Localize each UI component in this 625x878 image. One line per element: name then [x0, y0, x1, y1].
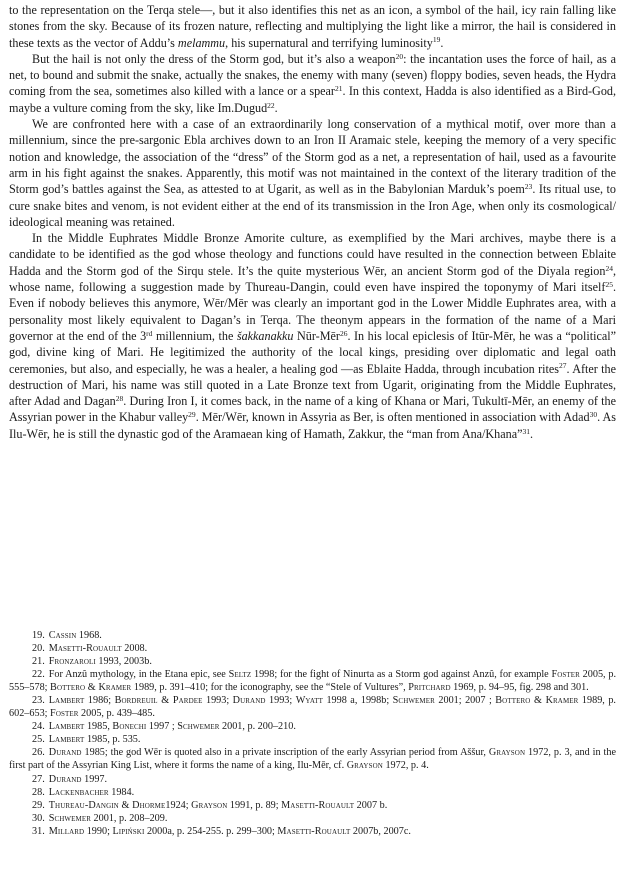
footnote-number: 21. [32, 656, 45, 668]
author-name: Foster [551, 669, 580, 681]
text-run: to the representation on the Terqa stele—, but it also identifies this net as an icon, a symbol of the hail, icy rain falling like stones from the sky. Because of its frozen nature, reflecting and multiplying the light like a mirror, the hail is considered in these texts as the vector of Addu’s [9, 3, 616, 50]
paragraph [9, 2, 616, 51]
author-name: Lackenbacher [48, 786, 109, 798]
footnote-ref[interactable]: 30 [589, 410, 598, 420]
text-run: 1989, p. 602–653; [9, 695, 616, 720]
text-run: 1997 ; [146, 721, 178, 733]
text-run: , whose name, following a suggestion made by Thureau-Dangin, could even have inspired the toponymy of Mari itself [9, 263, 616, 295]
author-name: Bordreuil & Pardee [114, 695, 203, 707]
footnote [9, 642, 616, 655]
footnote-ref[interactable]: 27 [559, 361, 567, 371]
text-run: 2005, p. 439–485. [78, 708, 155, 720]
author-name: Durand [48, 747, 82, 759]
footnote [9, 668, 616, 694]
footnote-number: 22. [32, 669, 45, 681]
text-run: , his supernatural and terrifying luminosity [225, 35, 433, 50]
text-run: . In this context, Hadda is also identified as a Bird-God, maybe a vulture coming from the sky, like Im.Dugud [9, 84, 616, 115]
text-run: 1991, p. 89; [227, 799, 282, 811]
author-name: Pritchard [408, 682, 451, 694]
text-run: 1984. [108, 786, 135, 798]
text-run: . During Iron I, it comes back, in the name of a king of Khana or Mari, Tukultī-Mēr, an enemy of the Assyrian power in the Khabur valley [9, 394, 616, 425]
footnote-ref[interactable]: 23 [524, 182, 533, 192]
author-name: Masetti-Rouault [277, 825, 351, 837]
text-run: 1993, 2003b. [95, 656, 152, 668]
footnote [9, 825, 616, 838]
footnote-ref[interactable]: 21 [334, 84, 343, 94]
footnote-ref[interactable]: rd [146, 328, 153, 338]
text-run: 1998; for the fight of Ninurta as a Storm god against Anzû, for example [251, 669, 552, 681]
author-name: Schwemer [48, 812, 91, 824]
author-name: Durand [48, 773, 82, 785]
footnotes [9, 629, 616, 838]
italic-term: melammu [177, 35, 226, 50]
author-name: Durand [232, 695, 266, 707]
footnote-number: 31. [32, 825, 45, 837]
footnote [9, 655, 616, 668]
footnote [9, 694, 616, 720]
text-run: Nūr-Mēr [293, 328, 340, 343]
author-name: Bottero & Kramer [50, 682, 132, 694]
text-run: But the hail is not only the dress of the Storm god, but it’s also a weapon [32, 51, 396, 66]
footnote-number: 23. [32, 695, 45, 707]
text-run: We are confronted here with a case of an extraordinarily long conservation of a mythical motif, over more than a millennium, since the pre-sargonic Ebla archives down to an Iron II Aramaic stele, keeping the memory of a very specific notion and knowledge, the association of the “dress” of the Storm god as a net, a representation of hail, used as a favourite arm in his fight against the snakes. Apparently, this motif was not maintained in the context of the literary tradition of the Storm god’s battles against the Sea, as attested to at Ugarit, as well as in the Babylonian Marduk’s poem [9, 117, 616, 197]
italic-term: šakkanakku [236, 328, 294, 343]
text-run: . [440, 35, 444, 50]
text-run: 1998 a, 1998b; [322, 695, 393, 707]
text-run: 2001, p. 200–210. [219, 721, 296, 733]
author-name: Lambert [48, 721, 85, 733]
main-text [9, 2, 616, 442]
author-name: Lambert [48, 734, 85, 746]
author-name: Schwemer [177, 721, 220, 733]
footnote-ref[interactable]: 31 [522, 426, 531, 436]
footnote [9, 720, 616, 733]
text-run: 1993; [202, 695, 233, 707]
author-name: Grayson [346, 760, 383, 772]
text-run: In the Middle Euphrates Middle Bronze Amorite culture, as exemplified by the Mari archives, maybe there is a candidate to be identified as the god whose theology and functions could have resulted in the connection between Eblaite Hadda and the Storm god of the Sirqu stele. It’s the quite mysterious Wēr, an ancient Storm god of the Diyala region [9, 231, 616, 278]
author-name: Grayson [191, 799, 228, 811]
footnote-ref[interactable]: 29 [188, 410, 196, 420]
text-run: 1993; [265, 695, 296, 707]
author-name: Lambert [48, 695, 85, 707]
text-run: 1997. [81, 773, 108, 785]
author-name: Cassin [48, 630, 77, 641]
text-run: . [274, 100, 278, 115]
footnote-ref[interactable]: 24 [605, 263, 613, 273]
footnote [9, 733, 616, 746]
author-name: Fronzaroli [48, 656, 96, 668]
text-run: 1990; [84, 825, 113, 837]
text-run: . Even if nobody believes this anymore, Wēr/Mēr was clearly an important god in the Lower Middle Euphrates area, with a personality most likely equivalent to Dagan’s in Terqa. The theonym appears in the formation of the name of a Mari governor at the end of the 3 [9, 280, 616, 343]
text-run: 1985; the god Wēr is quoted also in a private inscription of the early Assyrian period from Aššur, [81, 747, 489, 759]
footnote-ref[interactable]: 19 [432, 35, 441, 45]
text-run: : the incantation uses the force of hail, as a net, to bound and submit the snake, actually the snakes, the enemy with many (seven) floppy bodies, seven heads, the Hydra coming from the sea, sometimes also killed with a lance or a spear [9, 51, 616, 99]
text-run: 2007 b. [354, 799, 388, 811]
footnote-ref[interactable]: 22 [267, 100, 275, 110]
footnote-ref[interactable]: 20 [395, 51, 404, 61]
paragraph [9, 230, 616, 442]
author-name: Grayson [488, 747, 526, 759]
author-name: Lipiński [112, 825, 145, 837]
text-run: For Anzû mythology, in the Etana epic, see [48, 669, 229, 681]
text-run: . After the destruction of Mari, his name was still quoted in a Late Bronze text from Ugarit, originating from the Middle Euphrates, after Adad and Dagan [9, 361, 616, 409]
text-run: . Its ritual use, to cure snake bites and venom, is not evident either at the end of its transmission in the Iron Age, when only its cosmological/ ideological meaning was retained. [9, 182, 616, 229]
author-name: Millard [48, 825, 85, 837]
text-run: 2008. [121, 643, 148, 655]
text-run: 1968. [76, 630, 102, 641]
text-run: . Mēr/Wēr, known in Assyria as Ber, is often mentioned in association with Adad [195, 410, 590, 425]
author-name: Masetti-Rouault [281, 799, 355, 811]
footnote-ref[interactable]: 26 [339, 328, 348, 338]
paragraph [9, 51, 616, 116]
footnote [9, 812, 616, 825]
text-run: 1985, [84, 721, 113, 733]
author-name: Bottero & Kramer [495, 695, 579, 707]
text-run: 2001, p. 208–209. [90, 812, 168, 824]
author-name: Bonechi [112, 721, 147, 733]
author-name: Schwemer [392, 695, 435, 707]
text-run: . In his local epiclesis of Itūr-Mēr, he was a “political” god, divine king of Mari. He legitimized the authority of the local kings, presiding over diplomatic and legal oath ceremonies, but also, and especially, he was a healer, a healing god —as Eblaite Hadda, through incubation rites [9, 328, 616, 376]
footnote [9, 773, 616, 786]
footnote-number: 27. [32, 773, 45, 785]
paragraph [9, 116, 616, 230]
text-run: 2000a, p. 254-255. p. 299–300; [144, 825, 278, 837]
author-name: Masetti-Rouault [48, 643, 122, 655]
footnote-number: 29. [32, 799, 45, 811]
author-name: Seltz [228, 669, 252, 681]
footnote [9, 786, 616, 799]
text-run: 1986; [84, 695, 115, 707]
author-name: Thureau-Dangin & Dhorme [48, 799, 166, 811]
text-run: 2001; 2007 ; [434, 695, 496, 707]
text-run: 1969, p. 94–95, fig. 298 and 301. [450, 682, 589, 694]
text-run: . As Ilu-Wēr, he is still the dynastic god of the Aramaean king of Hamath, Zakkur, the “man from Ana/Khana” [9, 410, 616, 441]
footnote [9, 799, 616, 812]
page [9, 2, 616, 837]
footnote-number: 28. [32, 786, 45, 798]
text-run: 1972, p. 3, and in the first part of the Assyrian King List, where it forms the name of a king, Ilu-Mēr, cf. [9, 747, 616, 772]
footnote-number: 24. [32, 721, 45, 733]
text-run: millennium, the [152, 328, 237, 343]
footnote-number: 19. [32, 630, 45, 641]
text-run: 1985, p. 535. [84, 734, 141, 746]
footnote-ref[interactable]: 25 [605, 279, 613, 289]
footnote [9, 629, 616, 642]
footnote-number: 20. [32, 643, 45, 655]
text-run: 2005, p. 555–578; [9, 669, 616, 694]
author-name: Wyatt [295, 695, 323, 707]
text-run: 1989, p. 391–410; for the iconography, see the “Stele of Vultures”, [131, 682, 409, 694]
footnote-number: 26. [32, 747, 45, 759]
text-run: 1972, p. 4. [382, 760, 429, 772]
footnote-number: 25. [32, 734, 45, 746]
text-run: 2007b, 2007c. [350, 825, 411, 837]
text-run: . [530, 426, 534, 441]
author-name: Foster [50, 708, 79, 720]
footnote-ref[interactable]: 28 [115, 393, 124, 403]
footnote [9, 746, 616, 772]
footnote-number: 30. [32, 812, 45, 824]
text-run: 1924; [165, 799, 192, 811]
